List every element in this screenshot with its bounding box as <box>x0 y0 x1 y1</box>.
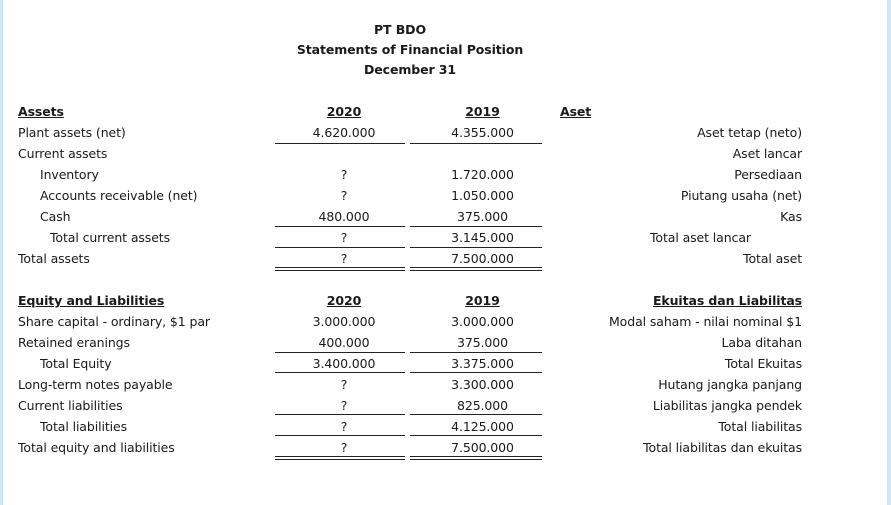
rule <box>275 456 405 457</box>
equity-heading: Equity and Liabilities <box>18 293 165 308</box>
equity-col-2020: 2020 <box>326 293 362 308</box>
equity-label: Long-term notes payable <box>18 377 173 392</box>
asset-id-label: Total aset lancar <box>650 230 751 245</box>
asset-value-2020: 480.000 <box>318 209 370 224</box>
rule <box>410 459 542 460</box>
rule <box>410 270 542 271</box>
asset-value-2019: 1.050.000 <box>451 188 514 203</box>
rule <box>410 352 542 353</box>
asset-label: Inventory <box>40 167 99 182</box>
equity-id-label: Total Ekuitas <box>724 356 802 371</box>
rule <box>410 143 542 144</box>
equity-label: Total Equity <box>40 356 112 371</box>
asset-label: Cash <box>40 209 71 224</box>
statement-title: Statements of Financial Position <box>296 42 524 57</box>
equity-id-label: Total liabilitas dan ekuitas <box>643 440 802 455</box>
equity-label: Total equity and liabilities <box>18 440 175 455</box>
rule <box>275 459 405 460</box>
equity-value-2020: 3.000.000 <box>312 314 376 329</box>
equity-id-label: Laba ditahan <box>721 335 802 350</box>
asset-value-2019: 7.500.000 <box>451 251 514 266</box>
rule <box>275 247 405 248</box>
rule <box>275 435 405 436</box>
rule <box>275 352 405 353</box>
rule <box>410 247 542 248</box>
equity-col-2019: 2019 <box>465 293 500 308</box>
equity-value-2019: 7.500.000 <box>451 440 514 455</box>
equity-id-label: Liabilitas jangka pendek <box>652 398 802 413</box>
assets-heading: Assets <box>18 104 64 119</box>
equity-value-2019: 4.125.000 <box>451 419 514 434</box>
asset-value-2019: 3.145.000 <box>451 230 514 245</box>
asset-id-label: Kas <box>780 209 802 224</box>
rule <box>275 414 405 415</box>
assets-col-2019: 2019 <box>465 104 500 119</box>
equity-id-label: Modal saham - nilai nominal $1 <box>609 314 802 329</box>
equity-value-2020: ? <box>340 419 348 434</box>
statement-date: December 31 <box>363 62 456 77</box>
asset-value-2020: ? <box>340 167 348 182</box>
equity-id-heading: Ekuitas dan Liabilitas <box>652 293 802 308</box>
rule <box>410 435 542 436</box>
equity-label: Current liabilities <box>18 398 123 413</box>
rule <box>410 226 542 227</box>
asset-value-2020: ? <box>340 188 348 203</box>
asset-id-label: Aset tetap (neto) <box>697 125 802 140</box>
asset-value-2020: ? <box>340 230 348 245</box>
equity-id-label: Hutang jangka panjang <box>658 377 802 392</box>
equity-label: Retained eranings <box>18 335 130 350</box>
equity-value-2020: 3.400.000 <box>312 356 376 371</box>
asset-label: Total assets <box>18 251 90 266</box>
equity-value-2019: 3.300.000 <box>451 377 514 392</box>
equity-value-2020: ? <box>340 398 348 413</box>
rule <box>275 143 405 144</box>
assets-id-heading: Aset <box>560 104 592 119</box>
equity-label: Share capital - ordinary, $1 par <box>18 314 210 329</box>
asset-value-2020: ? <box>340 251 348 266</box>
equity-value-2020: 400.000 <box>318 335 370 350</box>
left-border <box>0 0 3 505</box>
rule <box>410 456 542 457</box>
company-name: PT BDO <box>374 22 426 37</box>
equity-value-2019: 825.000 <box>457 398 508 413</box>
equity-value-2019: 375.000 <box>457 335 508 350</box>
rule <box>410 267 542 268</box>
asset-value-2019: 375.000 <box>457 209 508 224</box>
asset-id-label: Aset lancar <box>732 146 802 161</box>
asset-value-2020: 4.620.000 <box>312 125 376 140</box>
equity-label: Total liabilities <box>40 419 128 434</box>
equity-value-2019: 3.375.000 <box>451 356 514 371</box>
asset-label: Total current assets <box>50 230 171 245</box>
rule <box>410 414 542 415</box>
equity-id-label: Total liabilitas <box>718 419 802 434</box>
asset-id-label: Persediaan <box>734 167 802 182</box>
asset-id-label: Piutang usaha (net) <box>680 188 802 203</box>
rule <box>275 226 405 227</box>
asset-label: Accounts receivable (net) <box>40 188 198 203</box>
equity-value-2020: ? <box>340 440 348 455</box>
rule <box>275 372 405 373</box>
asset-value-2019: 4.355.000 <box>451 125 514 140</box>
asset-label: Current assets <box>18 146 108 161</box>
asset-value-2019: 1.720.000 <box>451 167 514 182</box>
assets-col-2020: 2020 <box>326 104 362 119</box>
asset-label: Plant assets (net) <box>18 125 126 140</box>
right-border <box>887 0 891 505</box>
equity-value-2020: ? <box>340 377 348 392</box>
rule <box>410 372 542 373</box>
asset-id-label: Total aset <box>743 251 802 266</box>
equity-value-2019: 3.000.000 <box>451 314 514 329</box>
rule <box>275 267 405 268</box>
rule <box>275 270 405 271</box>
